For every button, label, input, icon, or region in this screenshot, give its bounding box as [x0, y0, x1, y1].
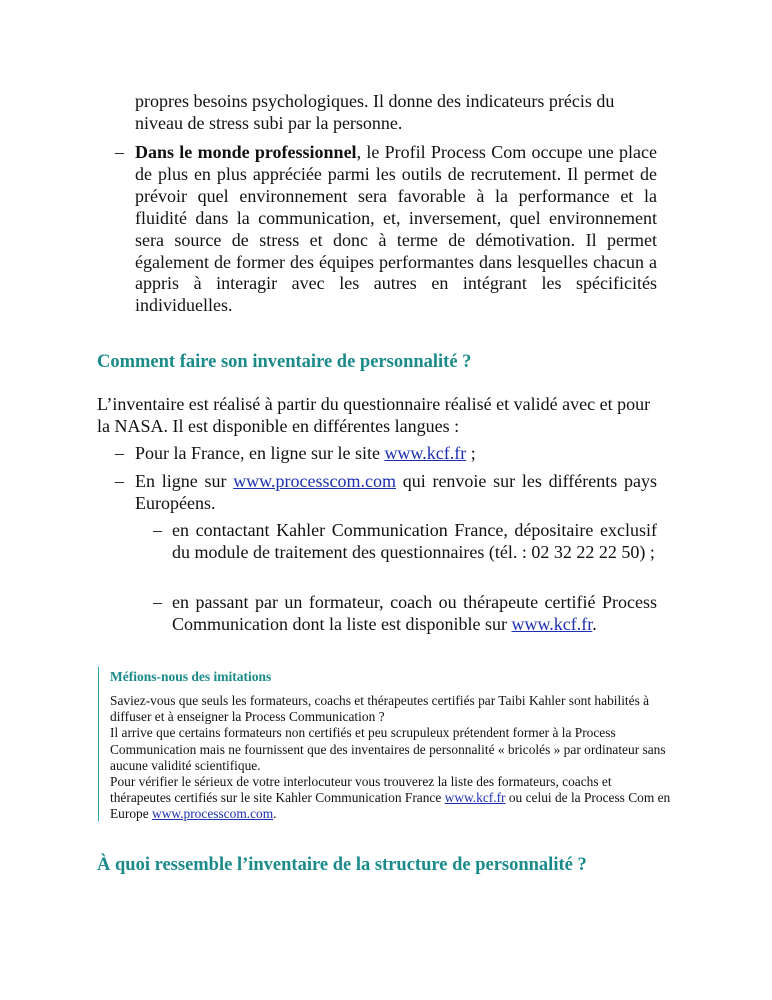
list-item-france-suffix: ;	[466, 443, 476, 463]
sublist-dash: –	[153, 592, 162, 612]
warning-box-p3: Pour vérifier le sérieux de votre interlocuteur vous trouverez la liste des formateurs, coachs et thérapeutes certifiés sur le site Kahler Communication France	[110, 774, 612, 806]
warning-box-p3-mid: ou celui de la Process Com en Europe	[110, 790, 671, 822]
link-processcom[interactable]: www.processcom.com	[233, 471, 396, 491]
sublist-dash: –	[153, 520, 162, 540]
warning-box-p1: Saviez-vous que seuls les formateurs, coachs et thérapeutes certifiés par Taibi Kahler sont habilités à diffuser et à enseigner la Process Communication ?	[110, 693, 650, 725]
list-item-france	[135, 443, 657, 465]
link-processcom[interactable]: www.processcom.com	[152, 806, 274, 822]
warning-box	[98, 667, 675, 821]
list-item-online-text: En ligne sur	[135, 471, 234, 491]
list-item-online-suffix: qui renvoie sur les différents pays Européens.	[135, 471, 657, 513]
link-kcf[interactable]: www.kcf.fr	[384, 443, 467, 463]
list-item-online	[135, 471, 657, 515]
warning-box-p2: Il arrive que certains formateurs non certifiés et peu scrupuleux prétendent former à la Process Communication mais ne fournissent que des inventaires de personnalité « bricolés » par ordinateur sans aucune validité scientifique.	[110, 725, 666, 773]
warning-box-text	[110, 693, 672, 823]
section-heading-inventaire: Comment faire son inventaire de personnalité ?	[97, 352, 472, 372]
intro-line-1: propres besoins psychologiques. Il donne des indicateurs précis du	[135, 91, 615, 111]
warning-box-title: Méfions-nous des imitations	[110, 669, 272, 684]
sublist-item-formateur-text: en passant par un formateur, coach ou thérapeute certifié Process Communication dont la liste est disponible sur	[172, 592, 657, 634]
inventaire-paragraph: L’inventaire est réalisé à partir du questionnaire réalisé et validé avec et pour la NASA. Il est disponible en différentes langues :	[97, 394, 651, 436]
intro-line-2: niveau de stress subi par la personne.	[135, 113, 403, 133]
link-kcf[interactable]: www.kcf.fr	[511, 613, 593, 634]
sublist-item-kahler: en contactant Kahler Communication France, dépositaire exclusif du module de traitement des questionnaires (tél. : 02 32 22 22 50) ;	[172, 520, 657, 562]
pro-item-bold: Dans le monde professionnel	[135, 142, 357, 162]
list-item-france-text: Pour la France, en ligne sur le site	[135, 443, 385, 463]
list-dash: –	[115, 443, 124, 463]
list-dash: –	[115, 142, 124, 162]
sublist-item-formateur	[172, 592, 657, 636]
pro-item-text	[135, 142, 657, 317]
warning-box-p3-end: .	[273, 806, 277, 822]
pro-item-body: , le Profil Process Com occupe une place de plus en plus appréciée parmi les outils de recrutement. Il permet de prévoir quel environnement sera favorable à la performance et la fluidité dans la communication, et, inversement, quel environnement sera source de stress et donc à terme de démotivation. Il permet également de former des équipes performantes dans lesquelles chacun a appris à interagir avec les autres en intégrant les spécificités individuelles.	[135, 142, 657, 316]
section-heading-structure: À quoi ressemble l’inventaire de la structure de personnalité ?	[97, 855, 587, 875]
link-kcf[interactable]: www.kcf.fr	[444, 790, 506, 806]
list-dash: –	[115, 471, 124, 491]
sublist-item-formateur-suffix: .	[592, 613, 597, 634]
